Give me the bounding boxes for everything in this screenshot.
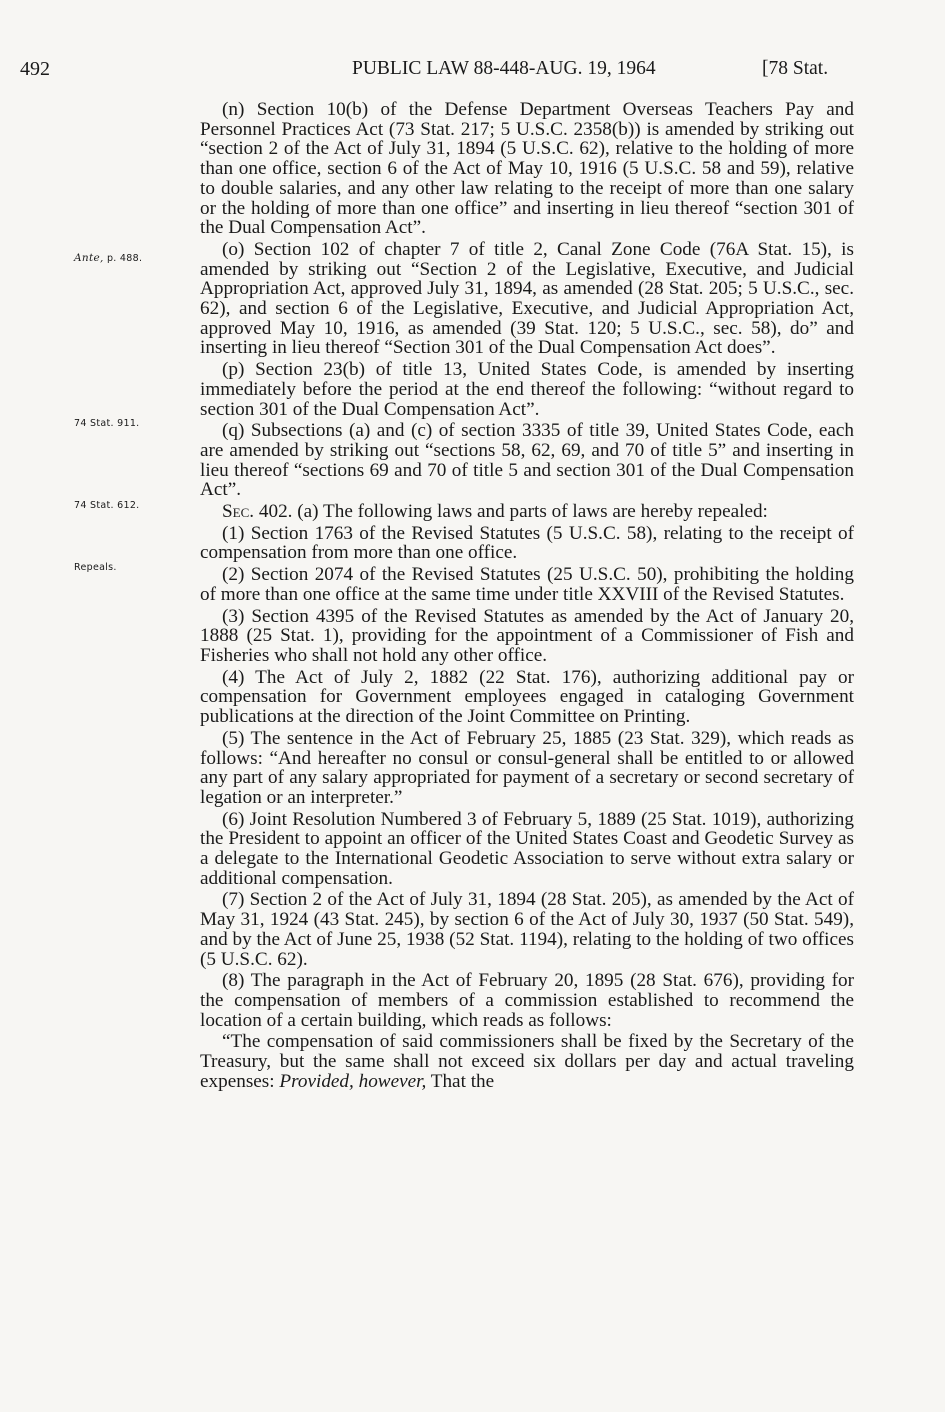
paragraph-n: (n) Section 10(b) of the Defense Department Overseas Teachers Pay and Personnel Practices Act (73 Stat. 217; 5 U.S.C. 2358(b)) is amended by striking out “section 2 of the Act of July 31, 1894 (5 U.S.C. 62), relative to the holding of more than one office, section 6 of the Act of May 10, 1916 (5 U.S.C. 58 and 59), relative to double salaries, and any other law relating to the receipt of more than one salary or the holding of more than one office” and inserting in lieu thereof “section 301 of the Dual Compensation Act”. (200, 99, 854, 239)
margin-note-repeals: Repeals. (74, 562, 117, 573)
repeal-item-5: (5) The sentence in the Act of February 25, 1885 (23 Stat. 329), which reads as follows: “And hereafter no consul or consul-general shall be entitled to or allowed any part of any salary appropriated for payment of a secretary or second secretary of legation or an interpreter.” (200, 727, 854, 808)
repeal-item-6: (6) Joint Resolution Numbered 3 of February 5, 1889 (25 Stat. 1019), authorizing the President to appoint an officer of the United States Coast and Geodetic Survey as a delegate to the International Geodetic Association to serve without extra salary or additional compensation. (200, 808, 854, 889)
repeal-item-2: (2) Section 2074 of the Revised Statutes (25 U.S.C. 50), prohibiting the holding of more than one office at the same time under title XXVIII of the Revised Statutes. (200, 564, 854, 605)
repeal-item-7: (7) Section 2 of the Act of July 31, 1894 (28 Stat. 205), as amended by the Act of May 31, 1924 (43 Stat. 245), by section 6 of the Act of July 30, 1937 (50 Stat. 549), and by the Act of June 25, 1938 (52 Stat. 1194), relating to the holding of two offices (5 U.S.C. 62). (200, 889, 854, 970)
paragraph-p: (p) Section 23(b) of title 13, United States Code, is amended by inserting immediately before the period at the end thereof the following: “without regard to section 301 of the Dual Compensation Act”. (200, 359, 854, 420)
margin-note-74-stat-911: 74 Stat. 911. (74, 418, 140, 429)
paragraph-q: (q) Subsections (a) and (c) of section 3335 of title 39, United States Code, each are amended by striking out “sections 58, 62, 69, and 70 of title 5” and inserting in lieu thereof “sections 69 and 70 of title 5 and section 301 of the Dual Compensation Act”. (200, 420, 854, 501)
section-402-text: 402. (a) The following laws and parts of laws are hereby repealed: (254, 501, 768, 523)
quoted-paragraph (200, 1032, 854, 1091)
paragraph-o: (o) Section 102 of chapter 7 of title 2, Canal Zone Code (76A Stat. 15), is amended by striking out “Section 2 of the Legislative, Executive, and Judicial Appropriation Act, approved July 31, 1894, as amended (28 Stat. 205; 5 U.S.C., sec. 62), and section 6 of the Legislative, Executive, and Judicial Appropriation Act, approved May 10, 1916, as amended (39 Stat. 120; 5 U.S.C., sec. 58), do” and inserting in lieu thereof “Section 301 of the Dual Compensation Act does”. (200, 238, 854, 359)
statute-reference: [78 Stat. (762, 58, 829, 79)
section-label: Sec. (222, 501, 255, 523)
page-number: 492 (20, 58, 50, 80)
margin-note-ante (74, 252, 142, 264)
repeal-item-1: (1) Section 1763 of the Revised Statutes (5 U.S.C. 58), relating to the receipt of compensation from more than one office. (200, 522, 854, 564)
repeal-item-8: (8) The paragraph in the Act of February 20, 1895 (28 Stat. 676), providing for the compensation of members of a commission established to recommend the location of a certain building, which reads as follows: (200, 970, 854, 1031)
page-title: PUBLIC LAW 88-448-AUG. 19, 1964 (352, 58, 656, 79)
margin-note-ante-prefix: Ante, (74, 252, 104, 264)
quote-start: “The compensation of said commissioners shall be fixed by the Secretary of the Treasury, but the same shall not exceed six dollars per day and actual traveling expenses: (200, 1031, 854, 1092)
section-402 (200, 502, 854, 522)
quote-end: That the (426, 1070, 495, 1092)
repeal-item-3: (3) Section 4395 of the Revised Statutes as amended by the Act of January 20, 1888 (25 Stat. 1), providing for the appointment of a Commissioner of Fish and Fisheries who shall not hold any other office. (200, 605, 854, 666)
page-header (0, 58, 945, 84)
margin-note-ante-page: p. 488. (103, 253, 143, 264)
repeal-item-4: (4) The Act of July 2, 1882 (22 Stat. 176), authorizing additional pay or compensation for Government employees engaged in cataloging Government publications at the direction of the Joint Committee on Printing. (200, 666, 854, 728)
margin-note-74-stat-612: 74 Stat. 612. (74, 500, 140, 511)
quote-proviso: Provided, however, (279, 1070, 427, 1092)
statute-body (200, 100, 854, 1093)
